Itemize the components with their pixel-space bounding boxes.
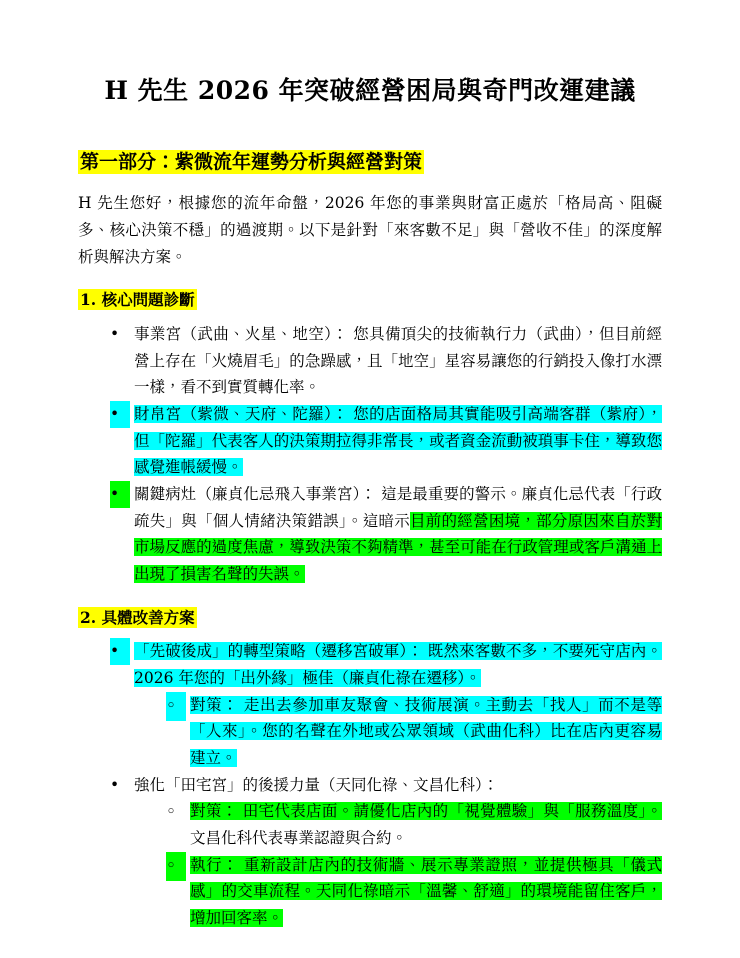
circle-bullet-icon <box>166 852 186 881</box>
text-run: 執行： 重新設計店內的技術牆、展示專業證照，並提供極具「儀式感」的交車流程。天同化祿暗示「溫馨、舒適」的環境能留住客戶，增加回客率。 <box>190 855 662 927</box>
disc-bullet-icon <box>110 772 130 799</box>
text-run: 「先破後成」的轉型策略（遷移宮破軍）： 既然來客數不多，不要死守店內。2026 年您的「出外緣」極佳（廉貞化祿在遷移）。 <box>134 642 662 688</box>
diagnosis-bullet-list <box>78 321 662 588</box>
list-item <box>108 321 662 401</box>
text-run: 關鍵病灶（廉貞化忌飛入事業宮）： 這是最重要的警示。廉貞化忌代表「行政疏失」與「個人情緒決策錯誤」。這暗示 <box>134 484 662 530</box>
list-item <box>108 401 662 481</box>
list-item <box>108 481 662 588</box>
nested-bullet-list <box>134 692 662 772</box>
subsection-heading-1 <box>78 288 662 313</box>
disc-bullet-icon <box>110 321 130 348</box>
text-run: 對策： 走出去參加車友聚會、技術展演。主動去「找人」而不是等「人來」。您的名聲在外地或公眾領域（武曲化科）比在店內更容易建立。 <box>190 695 662 767</box>
text-run: 對策： 田宅代表店面。請優化店內的「視覺體驗」與「服務溫度」。 <box>190 802 662 821</box>
improvement-bullet-list <box>78 638 662 931</box>
list-item <box>108 638 662 771</box>
text-run: 財帛宮（紫微、天府、陀羅）： 您的店面格局其實能吸引高端客群（紫府），但「陀羅」代表客人的決策期拉得非常長，或者資金流動被瑣事卡住，導致您感覺進帳緩慢。 <box>134 404 662 477</box>
disc-bullet-icon <box>110 638 130 665</box>
circle-bullet-icon <box>166 798 186 827</box>
sub-list-item <box>164 798 662 851</box>
text-run: 目前的經營困境，部分原因來自於對市場反應的過度焦慮，導致決策不夠精準，甚至可能在行政管理或客戶溝通上出現了損害名聲的失誤。 <box>134 511 662 583</box>
page-title: H 先生 2026 年突破經營困局與奇門改運建議 <box>104 76 636 105</box>
text-run: 事業宮（武曲、火星、地空）： 您具備頂尖的技術執行力（武曲），但目前經營上存在「火燒眉毛」的急躁感，且「地空」星容易讓您的行銷投入像打水漂一樣，看不到實質轉化率。 <box>134 325 662 397</box>
subsection-heading-2 <box>78 606 662 631</box>
subsection-heading-1-text: 1. 核心問題診斷 <box>80 290 195 310</box>
sub-list-item <box>164 852 662 932</box>
subsection-heading-2-text: 2. 具體改善方案 <box>80 607 195 627</box>
list-item <box>108 772 662 932</box>
disc-bullet-icon <box>110 401 130 428</box>
text-run: 文昌化科代表專業認證與合約。 <box>190 828 408 847</box>
section-heading-part-1 <box>78 148 662 177</box>
sub-list-item <box>164 692 662 772</box>
intro-paragraph: H 先生您好，根據您的流年命盤，2026 年您的事業與財富正處於「格局高、阻礙多、核心決策不穩」的過渡期。以下是針對「來客數不足」與「營收不佳」的深度解析與解決方案。 <box>78 194 662 266</box>
disc-bullet-icon <box>110 481 130 508</box>
section-heading-part-1-text: 第一部分：紫微流年運勢分析與經營對策 <box>80 150 423 173</box>
text-run: 強化「田宅宮」的後援力量（天同化祿、文昌化科）： <box>134 775 499 794</box>
nested-bullet-list <box>134 798 662 931</box>
circle-bullet-icon <box>166 692 186 721</box>
